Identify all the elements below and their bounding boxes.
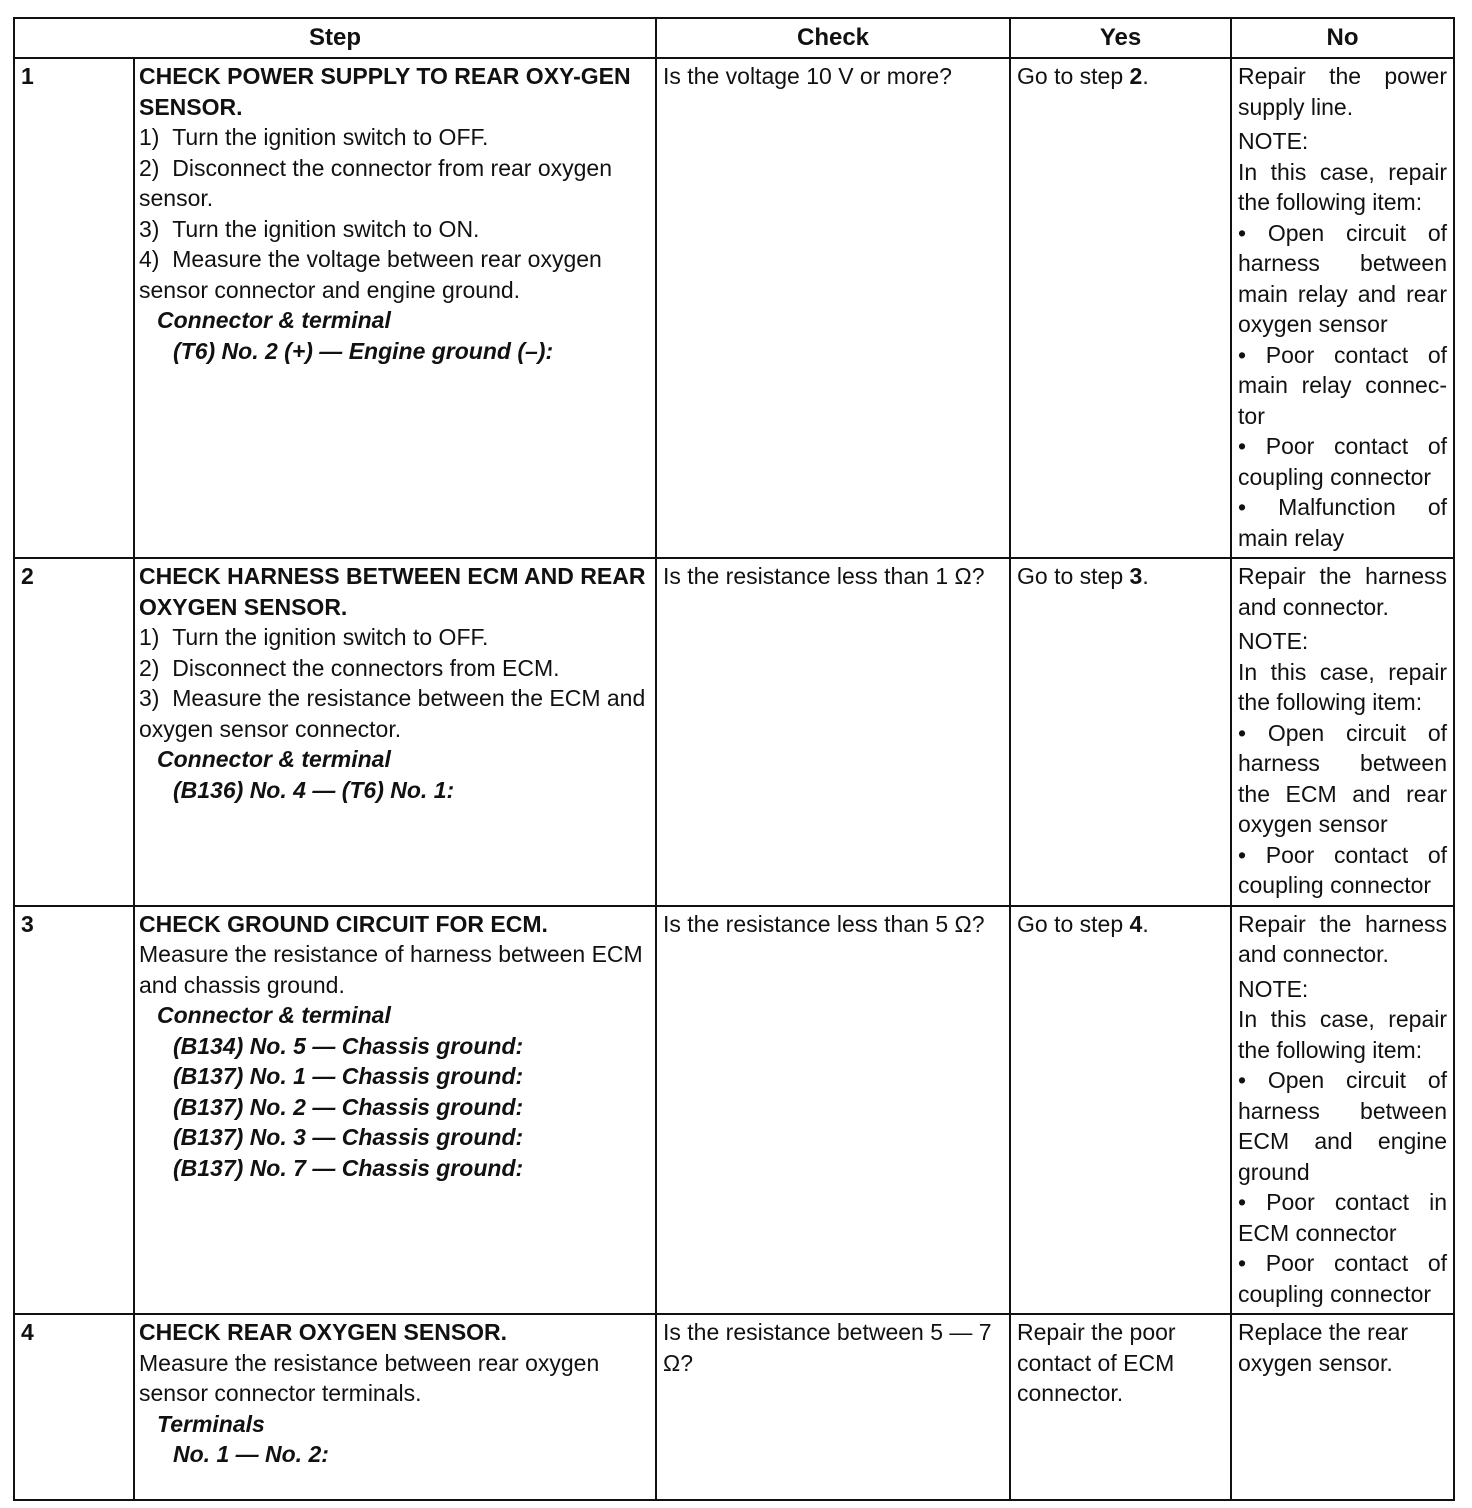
step-line: Measure the resistance between rear oxygen sensor connector terminals. [139, 1349, 600, 1406]
no-intro: Replace the rear oxygen sensor. [1238, 1319, 1409, 1376]
yes-cell [1010, 558, 1231, 906]
connector-terminal: (B137) No. 7 — Chassis ground: [173, 1154, 524, 1181]
step-line: 4) Measure the voltage between rear oxygen sensor connector and engine ground. [139, 246, 602, 303]
step-title: CHECK GROUND CIRCUIT FOR ECM. [139, 910, 548, 937]
table-row [14, 558, 1454, 906]
connector-heading: Connector & terminal [157, 746, 391, 772]
connector-terminal: (B137) No. 3 — Chassis ground: [173, 1124, 524, 1150]
yes-cell [1010, 58, 1231, 558]
no-cell [1231, 1314, 1454, 1500]
yes-cell [1010, 906, 1231, 1315]
connector-terminal: (B137) No. 1 — Chassis ground: [173, 1063, 524, 1089]
step-line: 2) Disconnect the connector from rear oxygen sensor. [139, 154, 613, 211]
step-line: 1) Turn the ignition switch to OFF. [139, 124, 489, 150]
step-description [134, 906, 656, 1315]
note-item: • Open circuit of harness between main relay and rear oxygen sensor [1238, 219, 1448, 337]
connector-terminal: (B137) No. 2 — Chassis ground: [173, 1093, 524, 1120]
yes-suffix: . [1142, 63, 1149, 89]
step-number: 3 [14, 906, 134, 1315]
yes-step-number: 3 [1129, 563, 1143, 589]
step-line: 2) Disconnect the connectors from ECM. [139, 654, 560, 681]
header-yes: Yes [1010, 18, 1231, 58]
yes-prefix: Go to step [1017, 63, 1130, 89]
step-description [134, 558, 656, 906]
note-label: NOTE: [1238, 628, 1309, 654]
no-cell [1231, 558, 1454, 906]
step-line: 3) Turn the ignition switch to ON. [139, 215, 480, 242]
check-cell: Is the voltage 10 V or more? [656, 58, 1010, 558]
no-intro: Repair the power supply line. [1238, 63, 1448, 120]
note-item: • Open circuit of harness between the ECM and rear oxygen sensor [1238, 719, 1448, 837]
yes-prefix: Go to step [1017, 563, 1130, 589]
note-text: In this case, repair the following item: [1238, 158, 1448, 215]
connector-heading: Connector & terminal [157, 1002, 391, 1028]
step-title: CHECK HARNESS BETWEEN ECM AND REAR OXYGEN SENSOR. [139, 563, 646, 620]
yes-suffix: . [1142, 563, 1149, 589]
note-item: • Poor contact in ECM connector [1238, 1189, 1448, 1246]
step-line: Measure the resistance of harness between ECM and chassis ground. [139, 941, 643, 998]
note-label: NOTE: [1238, 975, 1309, 1002]
step-number: 1 [14, 58, 134, 558]
step-number: 4 [14, 1314, 134, 1500]
step-line: 3) Measure the resistance between the ECM and oxygen sensor connector. [139, 685, 646, 742]
note-text: In this case, repair the following item: [1238, 1006, 1448, 1063]
no-cell [1231, 906, 1454, 1315]
note-item: • Open circuit of harness between ECM and engine ground [1238, 1067, 1448, 1185]
note-item: • Poor contact of coupling connector [1238, 1250, 1448, 1307]
note-item: • Poor contact of main relay connec-tor [1238, 341, 1448, 429]
step-number: 2 [14, 558, 134, 906]
no-intro: Repair the harness and connector. [1238, 910, 1448, 967]
terminals-heading: Terminals [157, 1410, 265, 1437]
yes-cell: Repair the poor contact of ECM connector. [1010, 1314, 1231, 1500]
note-item: • Poor contact of coupling connector [1238, 433, 1448, 490]
connector-terminal: (B136) No. 4 — (T6) No. 1: [173, 776, 455, 803]
no-cell [1231, 58, 1454, 558]
connector-terminal: (B134) No. 5 — Chassis ground: [173, 1032, 524, 1059]
check-cell: Is the resistance between 5 — 7 Ω? [656, 1314, 1010, 1500]
header-step: Step [14, 18, 656, 58]
connector-heading: Connector & terminal [157, 307, 391, 333]
step-title: CHECK REAR OXYGEN SENSOR. [139, 1319, 508, 1345]
step-title: CHECK POWER SUPPLY TO REAR OXY-GEN SENSOR. [139, 63, 631, 120]
table-row [14, 58, 1454, 558]
step-description [134, 1314, 656, 1500]
step-line: 1) Turn the ignition switch to OFF. [139, 624, 489, 650]
diagnostic-table [13, 17, 1455, 1501]
yes-prefix: Go to step [1017, 910, 1130, 937]
yes-suffix: . [1142, 910, 1149, 937]
note-label: NOTE: [1238, 128, 1309, 154]
connector-terminal: (T6) No. 2 (+) — Engine ground (–): [173, 337, 554, 364]
terminal-pair: No. 1 — No. 2: [173, 1441, 329, 1467]
table-row [14, 906, 1454, 1315]
header-no: No [1231, 18, 1454, 58]
note-item: • Poor contact of coupling connector [1238, 841, 1448, 898]
no-intro: Repair the harness and connector. [1238, 563, 1448, 620]
note-text: In this case, repair the following item: [1238, 658, 1448, 715]
check-cell: Is the resistance less than 1 Ω? [656, 558, 1010, 906]
yes-step-number: 4 [1129, 910, 1143, 937]
note-item: • Malfunction of main relay [1238, 494, 1448, 551]
header-check: Check [656, 18, 1010, 58]
yes-step-number: 2 [1129, 63, 1143, 89]
header-row [14, 18, 1454, 58]
check-cell: Is the resistance less than 5 Ω? [656, 906, 1010, 1315]
step-description [134, 58, 656, 558]
table-row [14, 1314, 1454, 1500]
